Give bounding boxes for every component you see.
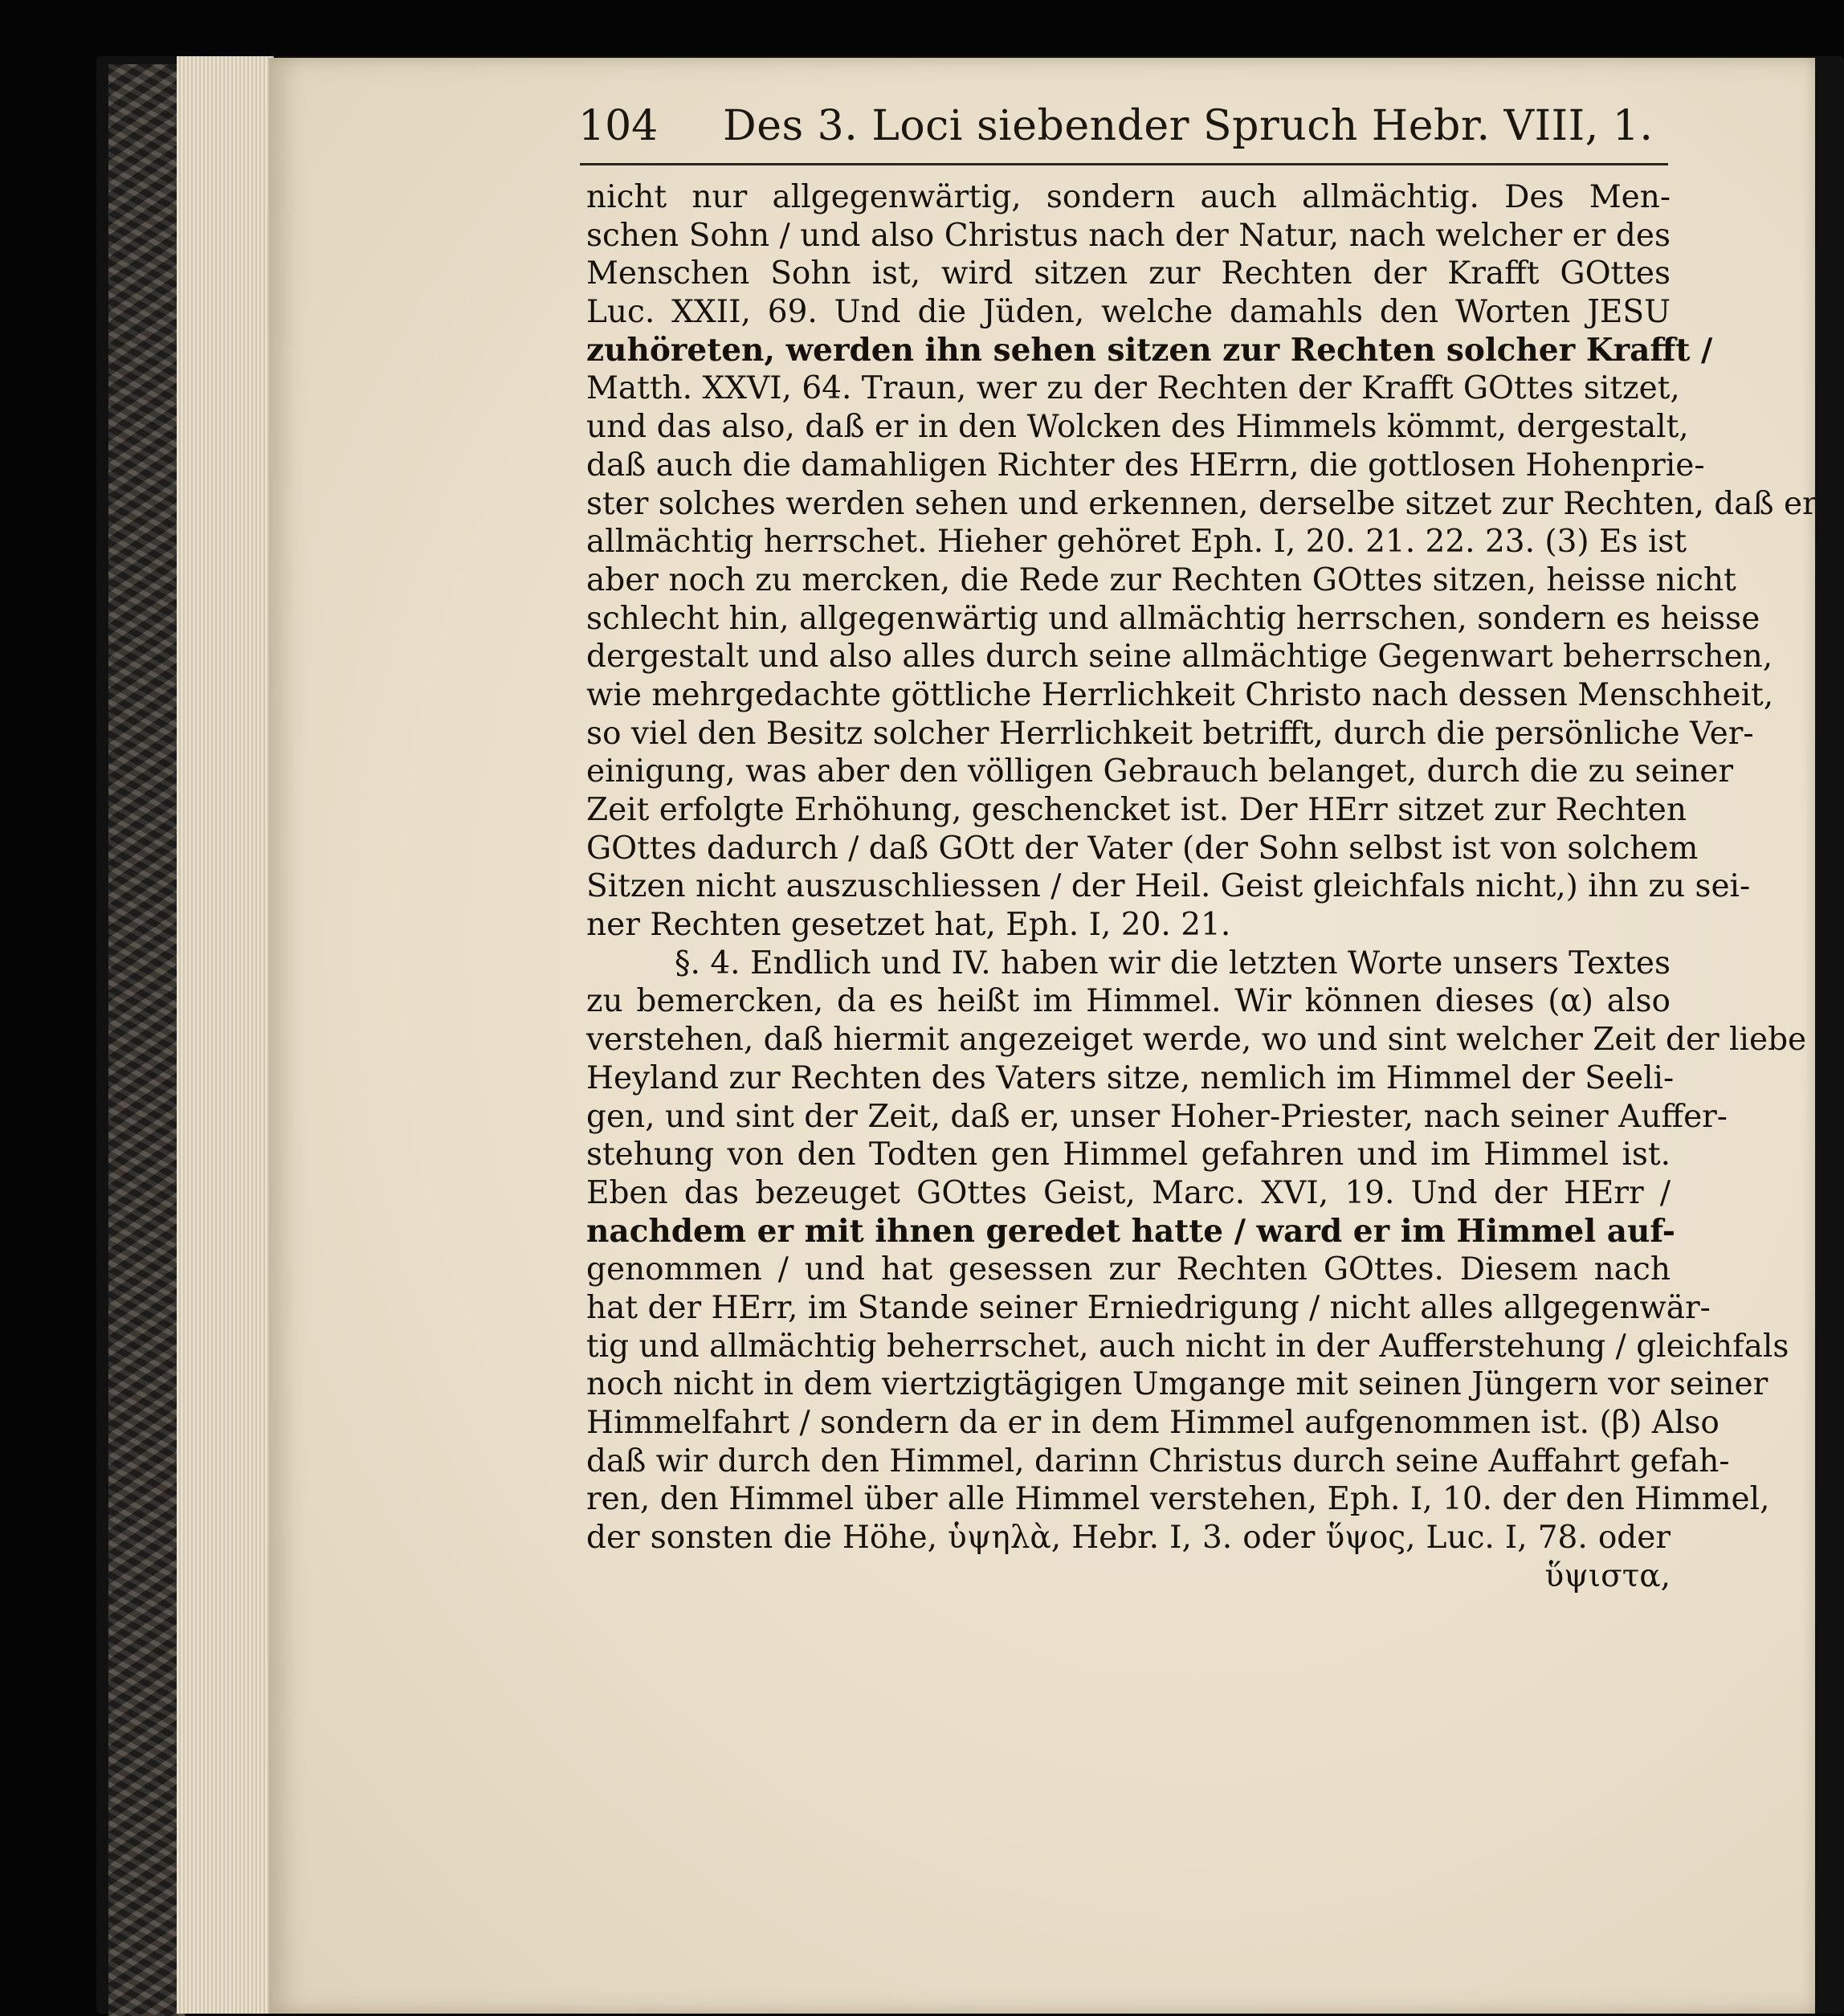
text-line: schen Sohn / und also Christus nach der Natur, nach welcher er des [586,217,1671,254]
text-line: so viel den Besitz solcher Herrlichkeit betrifft, durch die persönliche Ver- [586,715,1754,752]
text-line: noch nicht in dem viertzigtägigen Umgange mit seinen Jüngern vor seiner [586,1366,1769,1403]
text-line: Luc. XXII, 69. Und die Jüden, welche damahls den Worten JESU [586,294,1671,331]
text-line: Himmelfahrt / sondern da er in dem Himmel aufgenommen ist. (β) Also [586,1405,1720,1441]
text-line: wie mehrgedachte göttliche Herrlichkeit Christo nach dessen Menschheit, [586,676,1774,713]
text-line: Sitzen nicht auszuschliessen / der Heil. Geist gleichfals nicht,) ihn zu sei- [586,868,1751,905]
page-edges [177,56,274,2014]
text-line: nachdem er mit ihnen geredet hatte / ward er im Himmel auf- [586,1212,1675,1250]
text-line: ster solches werden sehen und erkennen, derselbe sitzet zur Rechten, daß er [586,485,1817,522]
marbled-cover-edge [108,64,186,2016]
text-line: verstehen, daß hiermit angezeiget werde, wo und sint welcher Zeit der liebe [586,1022,1807,1059]
text-line: ner Rechten gesetzet hat, Eph. I, 20. 21. [586,907,1231,944]
text-line: aber noch zu mercken, die Rede zur Rechten GOttes sitzen, heisse nicht [586,561,1736,598]
text-line: zu bemercken, da es heißt im Himmel. Wir können dieses (α) also [586,983,1671,1020]
text-line: der sonsten die Höhe, ὑψηλὰ, Hebr. I, 3. oder ὕψος, Luc. I, 78. oder [586,1520,1671,1557]
text-line: daß wir durch den Himmel, darinn Christus durch seine Auffahrt gefah- [586,1443,1730,1479]
text-line: Matth. XXVI, 64. Traun, wer zu der Rechten der Krafft GOttes sitzet, [586,370,1680,407]
page-number: 104 [578,102,659,150]
header-rule [580,163,1668,165]
text-line: Zeit erfolgte Erhöhung, geschencket ist. Der HErr sitzet zur Rechten [586,792,1687,828]
text-line: schlecht hin, allgegenwärtig und allmächtig herrschen, sondern es heisse [586,600,1760,637]
page-header [578,92,1671,157]
text-line: gen, und sint der Zeit, daß er, unser Hoher-Priester, nach seiner Auffer- [586,1098,1728,1135]
text-line: Eben das bezeuget GOttes Geist, Marc. XVI, 19. Und der HErr / [586,1174,1671,1211]
running-title: Des 3. Loci siebender Spruch Hebr. VIII, 1. [723,102,1654,150]
text-line: hat der HErr, im Stande seiner Erniedrigung / nicht alles allgegenwär- [586,1289,1711,1326]
text-line: Heyland zur Rechten des Vaters sitze, nemlich im Himmel der Seeli- [586,1059,1675,1096]
text-line: daß auch die damahligen Richter des HErrn, die gottlosen Hohenprie- [586,447,1705,484]
text-line: Menschen Sohn ist, wird sitzen zur Rechten der Krafft GOttes [586,255,1671,292]
text-line: dergestalt und also alles durch seine allmächtige Gegenwart beherrschen, [586,639,1773,675]
text-line: einigung, was aber den völligen Gebrauch belanget, durch die zu seiner [586,753,1733,790]
body-text [586,178,1817,1595]
text-line: genommen / und hat gesessen zur Rechten GOttes. Diesem nach [586,1251,1671,1288]
text-line: allmächtig herrschet. Hieher gehöret Eph. I, 20. 21. 22. 23. (3) Es ist [586,524,1687,561]
section-heading-line: §. 4. Endlich und IV. haben wir die letzten Worte unsers Textes [675,945,1671,981]
text-line: und das also, daß er in den Wolcken des Himmels kömmt, dergestalt, [586,409,1689,446]
text-line: stehung von den Todten gen Himmel gefahren und im Himmel ist. [586,1137,1671,1173]
text-line: zuhöreten, werden ihn sehen sitzen zur Rechten solcher Krafft / [586,331,1713,369]
text-line: tig und allmächtig beherrschet, auch nicht in der Aufferstehung / gleichfals [586,1328,1789,1365]
catchword: ὕψιστα, [1544,1557,1671,1594]
text-line: GOttes dadurch / daß GOtt der Vater (der Sohn selbst ist von solchem [586,830,1699,867]
text-line: nicht nur allgegenwärtig, sondern auch allmächtig. Des Men- [586,179,1671,215]
text-line: ren, den Himmel über alle Himmel verstehen, Eph. I, 10. der den Himmel, [586,1481,1770,1518]
